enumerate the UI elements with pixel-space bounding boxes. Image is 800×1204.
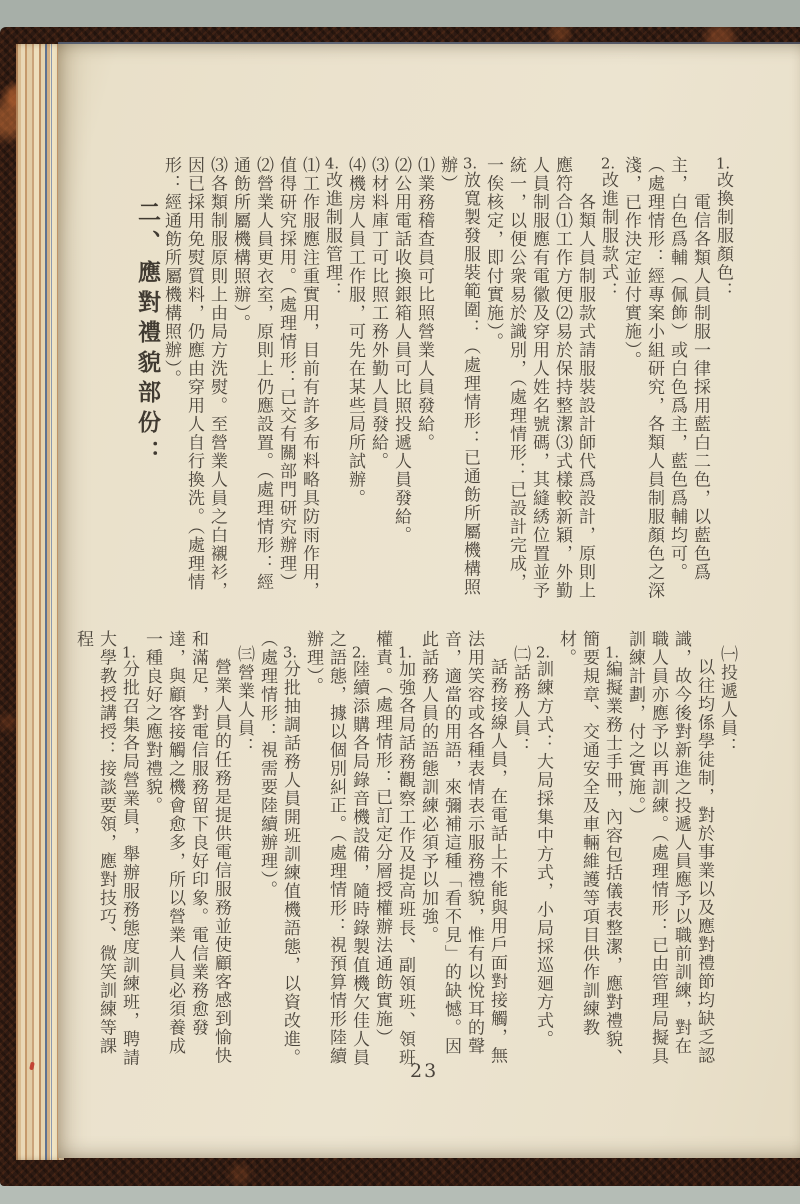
item-marker: ⑴ bbox=[414, 156, 434, 175]
item-text: 以往均係學徒制，對於事業以及應對禮節均缺乏認識，故今後對新進之投遞人員應予以職前訓練，對在職人員亦應予以再訓練。（處理情形：已由管理局擬具訓練計劃，付之實施。） bbox=[625, 630, 714, 1066]
page-edges bbox=[16, 44, 64, 1160]
text-block-bottom-section bbox=[73, 630, 738, 1068]
item-marker: ⑶ bbox=[207, 156, 227, 175]
red-speck bbox=[29, 1062, 35, 1071]
item-text: 投遞人員： bbox=[717, 663, 737, 756]
item-text: 加強各局話務觀察工作及提高班長、副領班、領班權責。（處理情形：已訂定分層授權辦法通飭實施） bbox=[372, 630, 415, 1067]
item-text: 話務接線人員，在電話上不能與用戶面對接觸，無法用笑容或各種表情表示服務禮貌，惟有以悅耳的聲音，適當的用語，來彌補這種「看不見」的缺憾。因此話務人員的語態訓練必須予以加強。 bbox=[418, 630, 507, 1065]
numbered-item bbox=[531, 630, 554, 1068]
item-text: 材料庫丁可比照工務外勤人員發給。 bbox=[368, 174, 388, 471]
item-marker: 1. bbox=[121, 645, 137, 660]
item-text: 話務人員： bbox=[510, 663, 530, 756]
item-marker: 2. bbox=[600, 156, 616, 171]
item-marker: ⑴ bbox=[299, 156, 319, 175]
item-marker: 4. bbox=[324, 156, 340, 171]
page-number: 23 bbox=[410, 1060, 439, 1082]
item-text: 陸續添購各局錄音機設備，隨時錄製值機欠佳人員之語態，據以個別糾正。（處理情形：視預算情形陸續辦理）。 bbox=[303, 630, 369, 1067]
item-marker: 2. bbox=[535, 645, 551, 660]
numbered-item bbox=[71, 630, 140, 1068]
item-text: 放寬製發服裝範圍：（處理情形：已通飭所屬機構照辦） bbox=[437, 156, 480, 597]
item-marker: 1. bbox=[397, 645, 413, 660]
item-text: 各類制服原則上由局方洗熨。至營業人員之白襯衫，因已採用免熨質料，仍應由穿用人自行換洗。（處理情形：經通飭所屬機構照辦）。 bbox=[161, 156, 227, 600]
sub-item bbox=[228, 156, 274, 608]
lettered-heading bbox=[232, 630, 255, 1068]
item-text: 編擬業務士手冊，內容包括儀表整潔，應對禮貌、簡要規章、交通安全及車輛維護等項目供作訓練教材。 bbox=[556, 630, 622, 1067]
sub-item bbox=[366, 156, 389, 608]
item-text: 改換制服顏色： bbox=[713, 171, 733, 301]
sub-item bbox=[389, 156, 412, 608]
item-text: 改進制服管理： bbox=[322, 171, 342, 301]
item-text: 營業人員更衣室，原則上仍應設置。（處理情形：經通飭所屬機構照辦）。 bbox=[230, 156, 273, 592]
item-marker: ㈢ bbox=[234, 645, 254, 664]
item-marker: ⑶ bbox=[368, 156, 388, 175]
item-marker: 1. bbox=[604, 645, 620, 660]
item-marker: 3. bbox=[282, 645, 298, 660]
section-heading-text: 二、應對禮貌部份： bbox=[134, 200, 161, 470]
item-text: 各類人員制服款式請服裝設計師代爲設計，原則上應符合⑴工作方便⑵易於保持整潔⑶式樣較新穎，外勤人員制服應有電徽及穿用人姓名號碼，其縫綉位置並予統一，以便公衆易於識別，（處理情形：已設計完成，一俟核定，即付實施）。 bbox=[483, 156, 595, 600]
numbered-item bbox=[255, 630, 301, 1068]
item-marker: 1. bbox=[715, 156, 731, 171]
item-text: 電信各類人員制服一律採用藍白二色，以藍色爲主，白色爲輔（佩飾）或白色爲主，藍色爲輔均可。（處理情形：經專案小組研究，各類人員制服顏色之深淺，已作決定並付實施）。 bbox=[621, 156, 710, 600]
numbered-item bbox=[370, 630, 416, 1068]
book-page bbox=[58, 42, 800, 1158]
paragraph bbox=[619, 156, 711, 608]
sub-item bbox=[412, 156, 435, 608]
item-text: 改進制服款式： bbox=[598, 171, 618, 301]
numbered-heading bbox=[596, 156, 619, 608]
item-marker: 2. bbox=[351, 645, 367, 660]
item-marker: ㈠ bbox=[717, 645, 737, 664]
paragraph bbox=[623, 630, 715, 1068]
numbered-heading bbox=[711, 156, 734, 608]
item-marker: ㈡ bbox=[510, 645, 530, 664]
item-marker: ⑷ bbox=[345, 156, 365, 175]
item-marker: ⑵ bbox=[253, 156, 273, 175]
numbered-heading bbox=[320, 156, 343, 608]
paragraph bbox=[140, 630, 232, 1068]
item-marker: ⑵ bbox=[391, 156, 411, 175]
item-text: 營業人員： bbox=[234, 663, 254, 756]
numbered-item bbox=[301, 630, 370, 1068]
section-heading bbox=[128, 156, 159, 608]
item-text: 分批召集各局營業員，舉辦服務態度訓練班，聘請大學教授講授：接談要領，應對技巧、微笑訓練等課程 bbox=[73, 630, 139, 1067]
lettered-heading bbox=[508, 630, 531, 1068]
item-text: 訓練方式：大局採集中方式，小局採巡廻方式。 bbox=[533, 660, 553, 1049]
numbered-item bbox=[554, 630, 623, 1068]
item-marker: 3. bbox=[462, 156, 478, 171]
item-text: 公用電話收換銀箱人員可比照投遞人員發給。 bbox=[391, 174, 411, 545]
paragraph bbox=[481, 156, 596, 608]
item-text: 營業人員的任務是提供電信服務並使顧客感到愉快和滿足，對電信服務留下良好印象。電信業務愈發達，與顧客接觸之機會愈多，所以營業人員必須養成一種良好之應對禮貌。 bbox=[142, 630, 231, 1065]
sub-item bbox=[274, 156, 320, 608]
item-text: 工作服應注重實用，目前有許多布料略具防雨作用，值得研究採用。（處理情形：已交有關部門研究辦理） bbox=[276, 156, 319, 600]
sub-item bbox=[159, 156, 228, 608]
lettered-heading bbox=[715, 630, 738, 1068]
text-block-top-section bbox=[86, 156, 734, 608]
item-text: 業務稽查員可比照營業人員發給。 bbox=[414, 174, 434, 452]
paragraph bbox=[416, 630, 508, 1068]
item-text: 機房人員工作服，可先在某些局所試辦。 bbox=[345, 174, 365, 508]
item-text: 分批抽調話務人員開班訓練值機語態，以資改進。（處理情形：視需要陸續辦理）。 bbox=[257, 630, 300, 1067]
sub-item bbox=[343, 156, 366, 608]
numbered-item bbox=[435, 156, 481, 608]
